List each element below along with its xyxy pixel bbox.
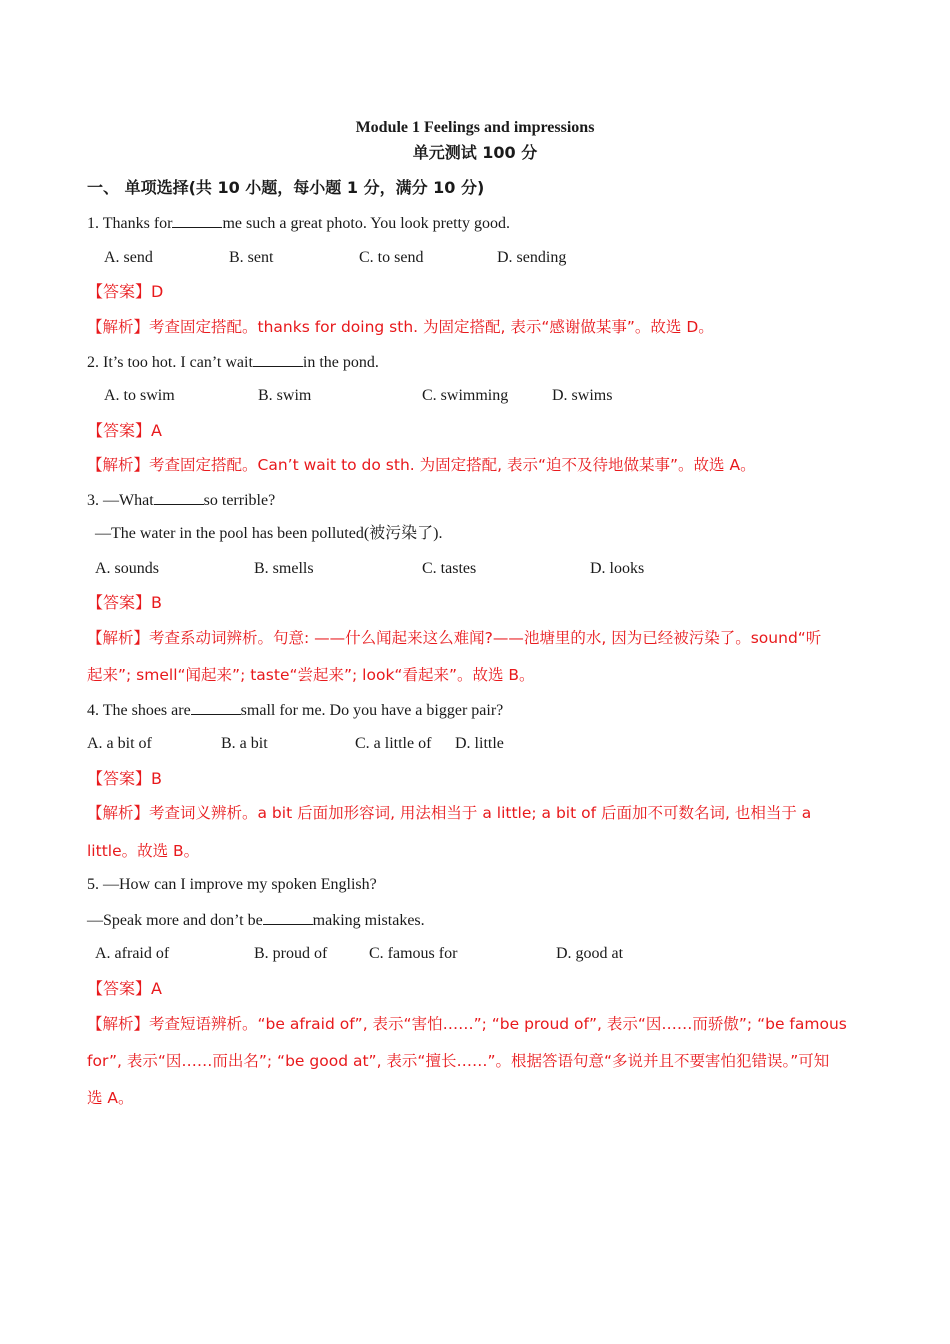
question-5-stem-line0: 5. —How can I improve my spoken English? [87,876,377,893]
question-2-analysis: 【解析】考查固定搭配。Can’t wait to do sth. 为固定搭配, 表示“迫不及待地做某事”。故选 A。 [87,456,756,474]
page-subtitle: 单元测试 100 分 [412,143,538,162]
question-1-analysis: 【解析】考查固定搭配。thanks for doing sth. 为固定搭配, 表示“感谢做某事”。故选 D。 [87,318,714,336]
answer-blank [191,700,241,715]
question-2-stem-post: in the pond. [302,354,379,371]
question-5-stem-pre: —Speak more and don’t be [87,912,263,929]
section-heading: 一、 单项选择(共 10 小题，每小题 1 分，满分 10 分) [87,178,485,197]
option-a: A. send [104,249,153,266]
option-a: A. afraid of [95,945,170,962]
question-3-stem [87,490,950,511]
option-a: A. to swim [104,387,175,404]
question-1-stem [87,213,950,234]
question-5-stem [87,910,950,931]
question-3-analysis-line1: 【解析】考查系动词辨析。句意: ——什么闻起来这么难闻?——池塘里的水, 因为已经被污染了。sound“听 [87,629,822,647]
question-4-stem-pre: 4. The shoes are [87,702,191,719]
option-d: D. good at [556,945,624,962]
option-d: D. swims [552,387,613,404]
question-3-stem-line2: —The water in the pool has been polluted(被污染了). [95,525,443,542]
option-b: B. proud of [254,945,328,962]
question-2-stem-pre: 2. It’s too hot. I can’t wait [87,354,253,371]
question-5-stem-post: making mistakes. [312,912,425,929]
page-title: Module 1 Feelings and impressions [355,119,595,136]
option-b: B. swim [258,387,312,404]
question-5-analysis-line1: 【解析】考查短语辨析。“be afraid of”, 表示“害怕……”; “be proud of”, 表示“因……而骄傲”; “be famous [87,1015,847,1033]
option-b: B. a bit [221,735,268,752]
question-1-stem-post: me such a great photo. You look pretty good. [222,215,510,232]
question-4-answer: 【答案】B [87,769,162,788]
question-3-stem-pre: 3. —What [87,492,154,509]
question-1-stem-pre: 1. Thanks for [87,215,173,232]
question-5-analysis-line2: for”, 表示“因……而出名”; “be good at”, 表示“擅长……”。根据答语句意“多说并且不要害怕犯错误。”可知 [87,1052,830,1070]
question-3-answer: 【答案】B [87,593,162,612]
answer-blank [154,490,204,505]
question-1-answer: 【答案】D [87,282,164,301]
option-c: C. to send [359,249,424,266]
question-5-answer: 【答案】A [87,979,162,998]
option-c: C. famous for [369,945,458,962]
option-d: D. sending [497,249,567,266]
question-3-analysis-line2: 起来”; smell“闻起来”; taste“尝起来”; look“看起来”。故选 B。 [87,666,535,684]
answer-blank [253,352,303,367]
option-a: A. a bit of [87,735,152,752]
question-2-answer: 【答案】A [87,421,162,440]
option-b: B. smells [254,560,314,577]
answer-blank [172,213,222,228]
option-a: A. sounds [95,560,160,577]
question-4-analysis-line2: little。故选 B。 [87,842,200,860]
question-4-stem [87,700,950,721]
option-c: C. tastes [422,560,477,577]
question-2-stem [87,352,950,373]
answer-blank [263,910,313,925]
option-c: C. swimming [422,387,509,404]
option-c: C. a little of [355,735,432,752]
question-3-stem-post: so terrible? [203,492,276,509]
question-4-analysis-line1: 【解析】考查词义辨析。a bit 后面加形容词, 用法相当于 a little; a bit of 后面加不可数名词, 也相当于 a [87,804,812,822]
option-d: D. little [455,735,504,752]
question-5-analysis-line3: 选 A。 [87,1089,134,1107]
option-b: B. sent [229,249,274,266]
question-4-stem-post: small for me. Do you have a bigger pair? [240,702,504,719]
option-d: D. looks [590,560,645,577]
